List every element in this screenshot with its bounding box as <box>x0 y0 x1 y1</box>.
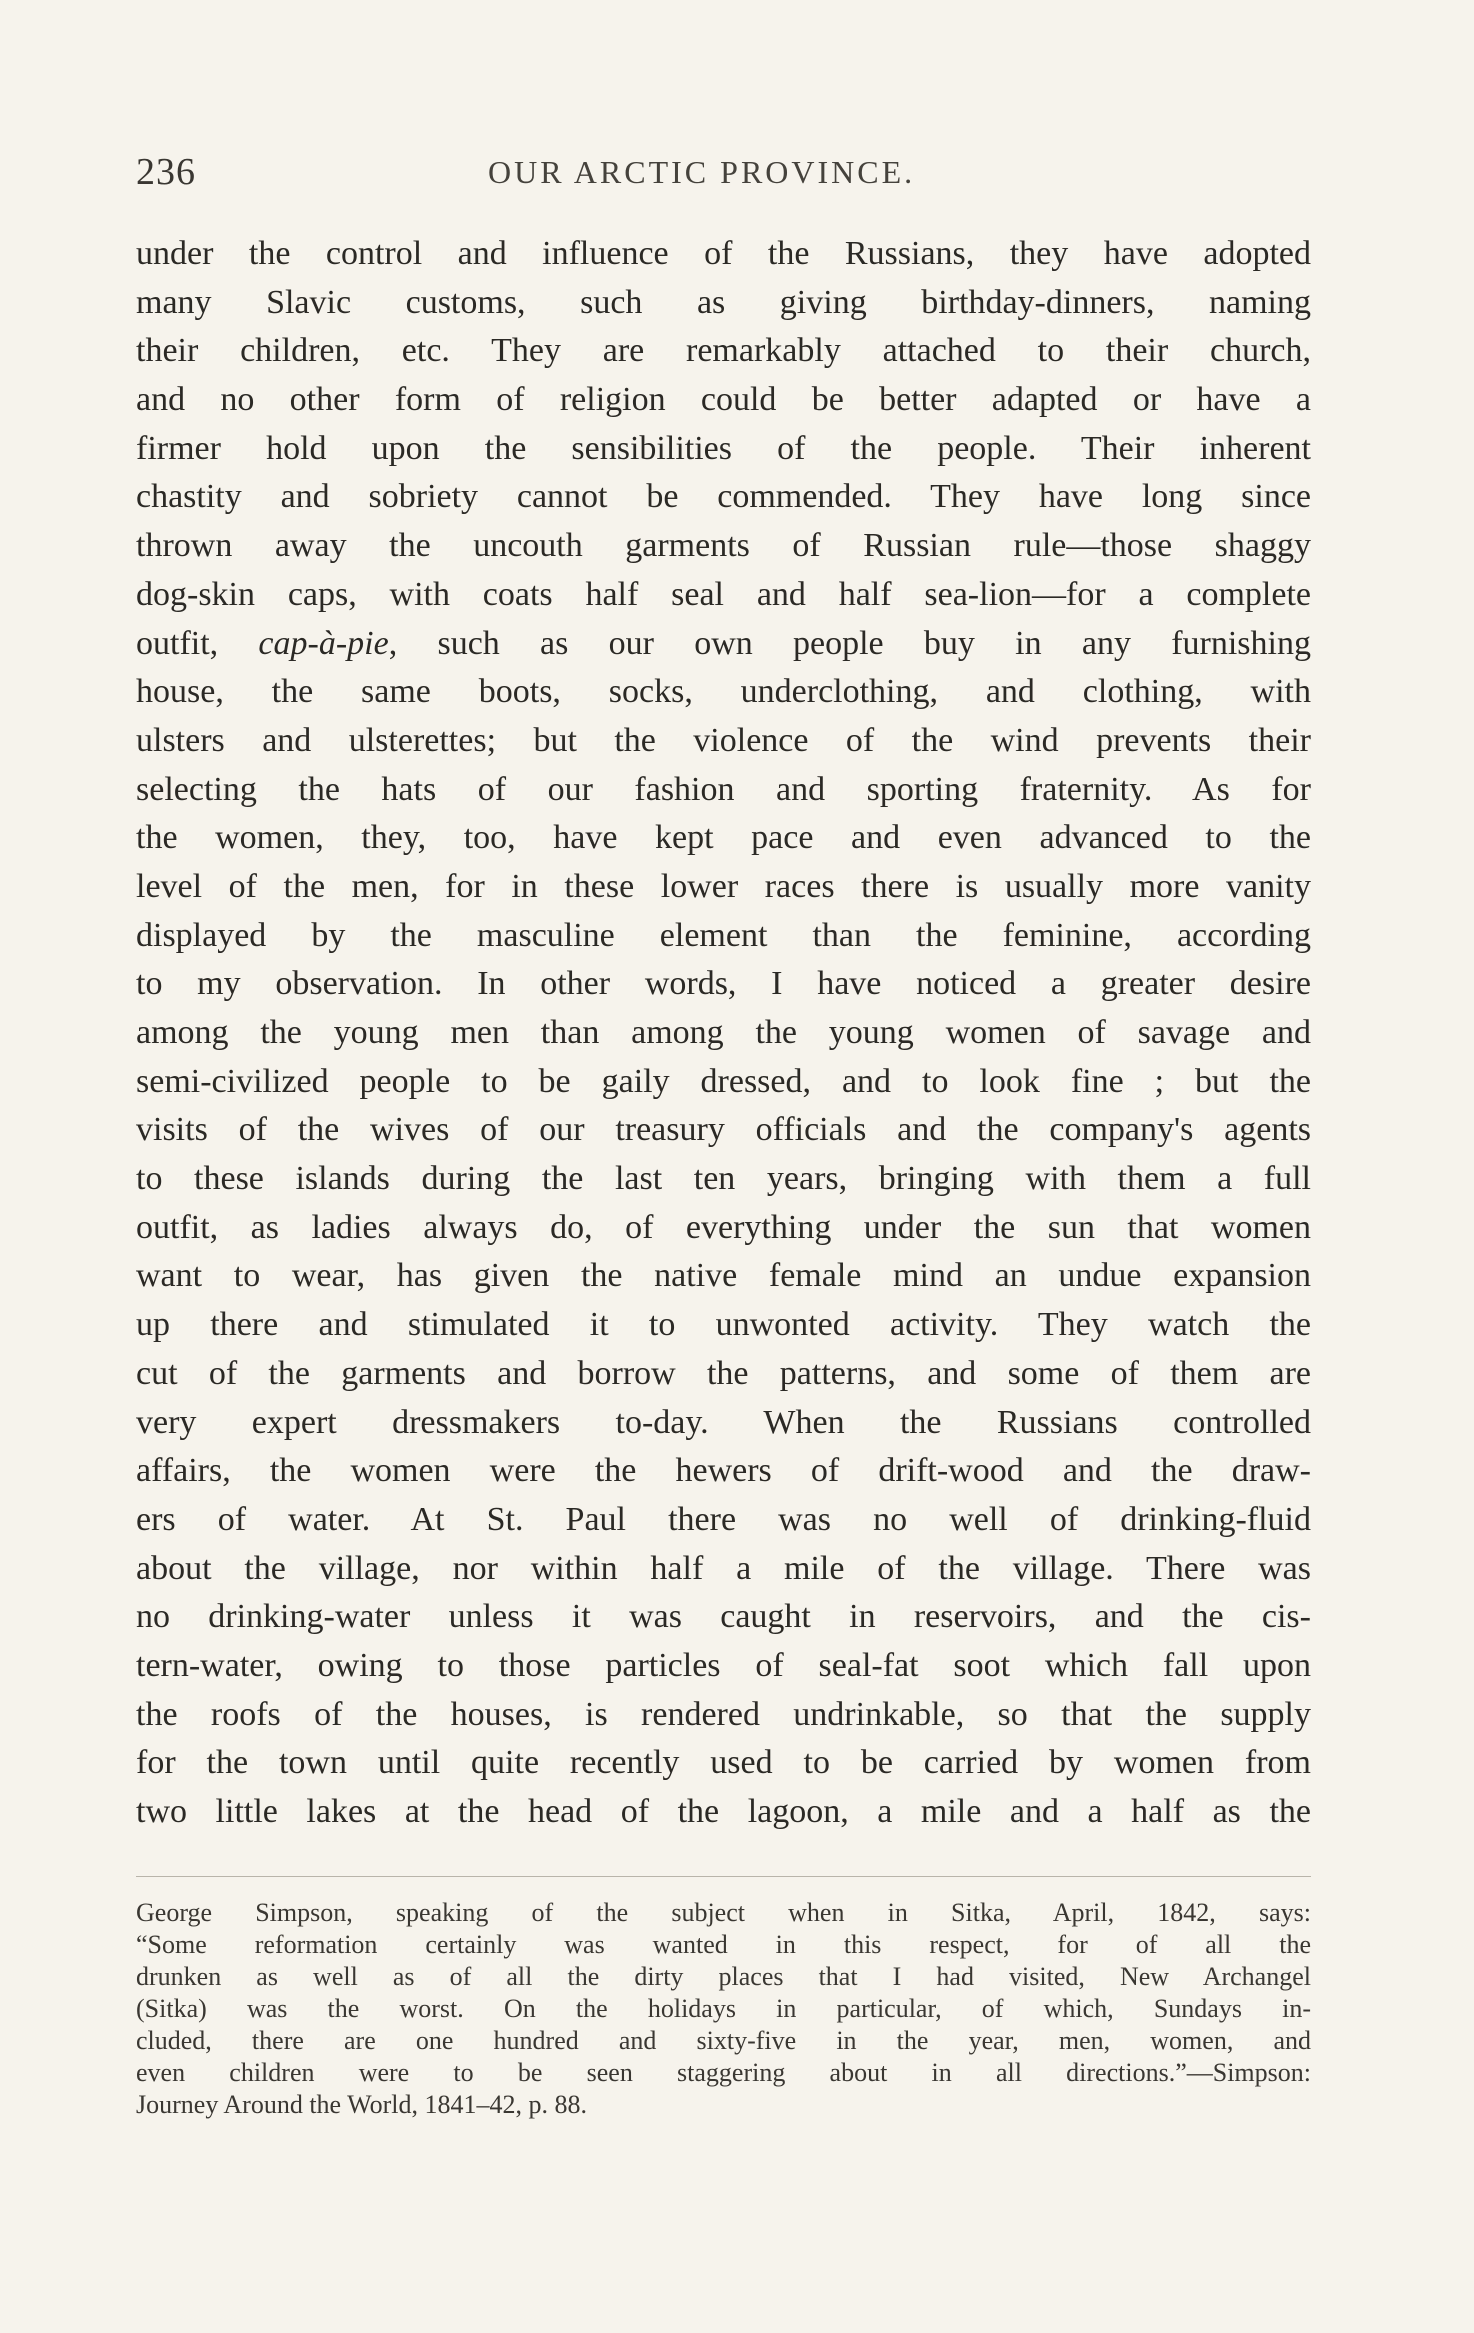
text-line: two little lakes at the head of the lagoon, a mile and a half as the <box>136 1793 1311 1830</box>
italic-phrase: cap-à-pie <box>258 624 389 662</box>
page-header <box>136 150 1311 200</box>
text-line: affairs, the women were the hewers of drift-wood and the draw- <box>136 1452 1311 1490</box>
footnote <box>136 1897 1311 2121</box>
footnote-line: (Sitka) was the worst. On the holidays in particular, of which, Sundays in- <box>136 1994 1311 2023</box>
text-line: no drinking-water unless it was caught in reservoirs, and the cis- <box>136 1598 1311 1636</box>
text-line: their children, etc. They are remarkably attached to their church, <box>136 332 1311 370</box>
text-line: for the town until quite recently used to be carried by women from <box>136 1744 1311 1782</box>
text-line: and no other form of religion could be better adapted or have a <box>136 381 1311 419</box>
text-line: many Slavic customs, such as giving birthday-dinners, naming <box>136 283 1311 321</box>
text-line: dog-skin caps, with coats half seal and half sea-lion—for a complete <box>136 575 1311 613</box>
text-line: to my observation. In other words, I have noticed a greater desire <box>136 965 1311 1003</box>
text-line: very expert dressmakers to-day. When the Russians controlled <box>136 1403 1311 1441</box>
footnote-divider <box>136 1876 1311 1877</box>
footnote-line: drunken as well as of all the dirty places that I had visited, New Archangel <box>136 1962 1311 1991</box>
text-line: ulsters and ulsterettes; but the violence of the wind prevents their <box>136 721 1311 759</box>
page-number: 236 <box>136 151 196 193</box>
text-line: ers of water. At St. Paul there was no well of drinking-fluid <box>136 1500 1311 1538</box>
text-line: to these islands during the last ten years, bringing with them a full <box>136 1160 1311 1198</box>
footnote-line: Journey Around the World, 1841–42, p. 88. <box>136 2090 587 2119</box>
text-line: displayed by the masculine element than the feminine, according <box>136 916 1311 954</box>
text-line: outfit, as ladies always do, of everything under the sun that women <box>136 1208 1311 1246</box>
text-line: firmer hold upon the sensibilities of the people. Their inherent <box>136 429 1311 467</box>
text-line: the women, they, too, have kept pace and even advanced to the <box>136 819 1311 857</box>
footnote-line: George Simpson, speaking of the subject when in Sitka, April, 1842, says: <box>136 1898 1311 1927</box>
footnote-line: cluded, there are one hundred and sixty-five in the year, men, women, and <box>136 2026 1311 2055</box>
text-line: up there and stimulated it to unwonted activity. They watch the <box>136 1306 1311 1344</box>
main-text <box>136 230 1311 1837</box>
text-line: thrown away the uncouth garments of Russian rule—those shaggy <box>136 527 1311 565</box>
text-line: want to wear, has given the native female mind an undue expansion <box>136 1257 1311 1295</box>
text-line: under the control and influence of the Russians, they have adopted <box>136 235 1311 272</box>
text-segment: , such as our own people buy in any furnishing <box>388 624 1311 662</box>
text-segment: outfit, <box>136 624 259 662</box>
text-line: the roofs of the houses, is rendered undrinkable, so that the supply <box>136 1695 1311 1733</box>
footnote-line: even children were to be seen staggering about in all directions.”—Simpson: <box>136 2058 1311 2087</box>
running-head: OUR ARCTIC PROVINCE. <box>488 154 916 190</box>
text-line: level of the men, for in these lower races there is usually more vanity <box>136 867 1311 905</box>
footnote-line: “Some reformation certainly was wanted in this respect, for of all the <box>136 1930 1311 1959</box>
text-line: semi-civilized people to be gaily dressed, and to look fine ; but the <box>136 1062 1311 1100</box>
text-line: about the village, nor within half a mile of the village. There was <box>136 1549 1311 1587</box>
text-line: among the young men than among the young women of savage and <box>136 1014 1311 1051</box>
text-line: selecting the hats of our fashion and sporting fraternity. As for <box>136 770 1311 808</box>
text-line: visits of the wives of our treasury officials and the company's agents <box>136 1111 1311 1149</box>
text-line: house, the same boots, socks, underclothing, and clothing, with <box>136 673 1311 711</box>
text-line: tern-water, owing to those particles of seal-fat soot which fall upon <box>136 1646 1311 1684</box>
text-line-italic-phrase <box>136 620 1311 669</box>
text-line: chastity and sobriety cannot be commended. They have long since <box>136 478 1311 516</box>
text-line: cut of the garments and borrow the patterns, and some of them are <box>136 1354 1311 1392</box>
